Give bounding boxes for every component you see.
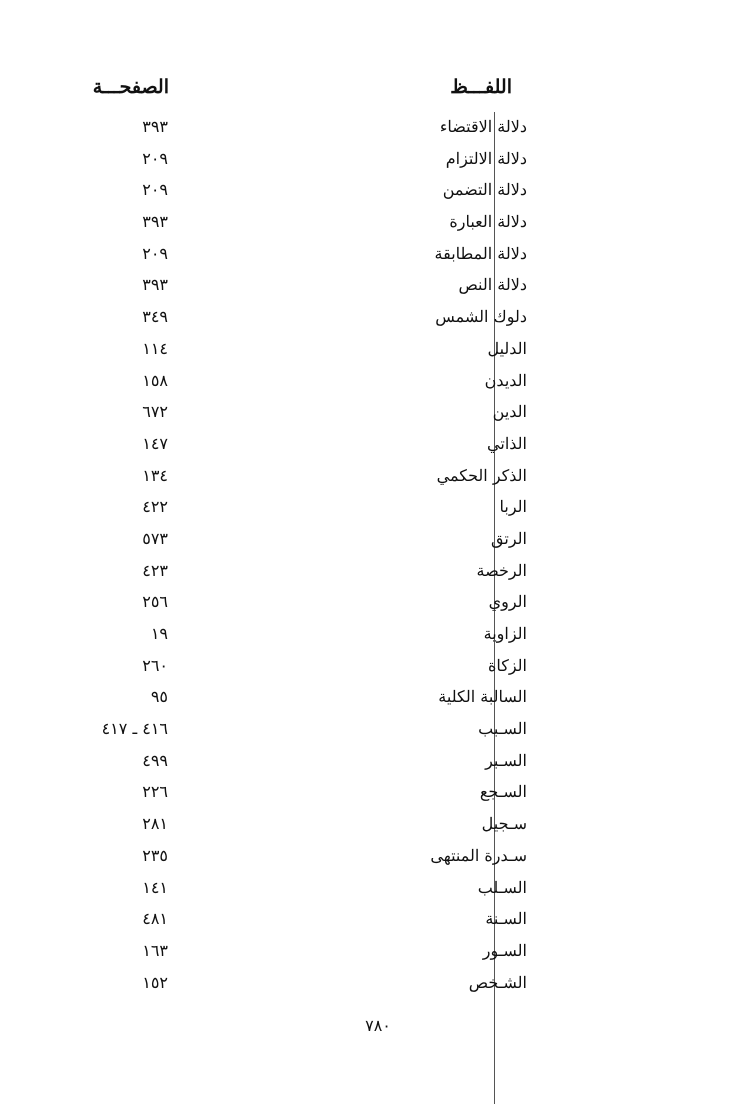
entry-page-number: ٤٢٣ <box>142 560 168 580</box>
entry-page-number: ٢٢٦ <box>142 782 168 802</box>
entry-term: الدين <box>492 402 527 422</box>
entry-term: السـبر <box>485 750 527 770</box>
entry-term: الذكر الحكمي <box>436 465 527 485</box>
entry-page-number: ٢٣٥ <box>142 845 168 865</box>
entry-term: دلالة الالتزام <box>445 148 527 168</box>
entry-term: الربا <box>499 497 527 517</box>
entry-term: دلالة العبارة <box>449 212 527 232</box>
entry-term: دلوك الشمس <box>435 307 527 327</box>
index-list <box>0 111 756 998</box>
index-entry <box>0 935 756 967</box>
entry-page-number: ١٥٢ <box>142 972 168 992</box>
entry-page-number: ٤٨١ <box>142 909 168 929</box>
entry-page-number: ٥٧٣ <box>142 528 168 548</box>
entry-page-number: ٢٠٩ <box>142 180 168 200</box>
entry-term: السـبب <box>478 719 527 739</box>
entry-page-number: ١٥٨ <box>142 370 168 390</box>
entry-term: دلالة التضمن <box>442 180 527 200</box>
entry-page-number: ١٤٧ <box>142 433 168 453</box>
entry-page-number: ١٦٣ <box>142 940 168 960</box>
entry-term: الروي <box>488 592 527 612</box>
index-entry <box>0 365 756 397</box>
entry-term: السـلب <box>477 877 527 897</box>
index-entry <box>0 206 756 238</box>
index-entry <box>0 840 756 872</box>
index-entry <box>0 396 756 428</box>
index-entry <box>0 808 756 840</box>
index-entry <box>0 586 756 618</box>
index-entry <box>0 523 756 555</box>
entry-page-number: ٤٩٩ <box>142 750 168 770</box>
entry-page-number: ٢٠٩ <box>142 243 168 263</box>
entry-page-number: ١٣٤ <box>142 465 168 485</box>
index-entry <box>0 776 756 808</box>
entry-term: دلالة النص <box>458 275 527 295</box>
entry-page-number: ٣٩٣ <box>142 117 168 136</box>
index-entry <box>0 269 756 301</box>
entry-page-number: ٤١٦ ـ ٤١٧ <box>101 719 168 739</box>
entry-page-number: ١٩ <box>150 624 168 643</box>
entry-page-number: ٤٢٢ <box>142 497 168 517</box>
index-entry <box>0 713 756 745</box>
entry-page-number: ٢٨١ <box>142 814 168 834</box>
entry-term: الرتق <box>491 528 527 548</box>
index-entry <box>0 333 756 365</box>
index-entry <box>0 903 756 935</box>
entry-page-number: ٣٩٣ <box>142 275 168 295</box>
index-entry <box>0 745 756 777</box>
entry-page-number: ٢٥٦ <box>142 592 168 612</box>
index-entry <box>0 143 756 175</box>
entry-page-number: ٢٦٠ <box>142 655 168 675</box>
index-entry <box>0 650 756 682</box>
entry-term: السـجع <box>479 782 527 802</box>
entry-term: دلالة الاقتضاء <box>439 117 527 136</box>
index-entry <box>0 428 756 460</box>
entry-term: السالبة الكلية <box>438 687 527 707</box>
column-header-word: اللفـــظ <box>450 76 512 98</box>
entry-term: السـنة <box>485 909 527 929</box>
index-entry <box>0 174 756 206</box>
page-number: ٧٨٠ <box>365 1016 391 1035</box>
entry-term: الدليل <box>487 338 527 358</box>
index-entry <box>0 681 756 713</box>
entry-page-number: ٢٠٩ <box>142 148 168 168</box>
index-entry <box>0 967 756 999</box>
entry-term: السـور <box>482 940 527 960</box>
entry-page-number: ٩٥ <box>150 687 168 707</box>
index-entry <box>0 872 756 904</box>
index-entry <box>0 238 756 270</box>
column-header-page: الصفحـــة <box>92 76 169 98</box>
entry-page-number: ١١٤ <box>142 338 168 358</box>
entry-page-number: ٦٧٢ <box>142 402 168 422</box>
entry-term: الزكاة <box>487 655 527 675</box>
index-entry <box>0 491 756 523</box>
entry-term: الرخصة <box>476 560 527 580</box>
index-entry <box>0 460 756 492</box>
entry-page-number: ٣٤٩ <box>142 307 168 327</box>
entry-term: سـدرة المنتهى <box>430 845 527 865</box>
index-entry <box>0 618 756 650</box>
entry-term: الديدن <box>484 370 527 390</box>
index-entry <box>0 555 756 587</box>
entry-page-number: ١٤١ <box>142 877 168 897</box>
entry-term: الشـخص <box>468 972 527 992</box>
entry-page-number: ٣٩٣ <box>142 212 168 232</box>
entry-term: دلالة المطابقة <box>434 243 527 263</box>
entry-term: سـجيل <box>481 814 527 834</box>
index-entry <box>0 301 756 333</box>
entry-term: الزاوية <box>483 624 527 643</box>
index-entry <box>0 111 756 143</box>
entry-term: الذاتي <box>487 433 527 453</box>
